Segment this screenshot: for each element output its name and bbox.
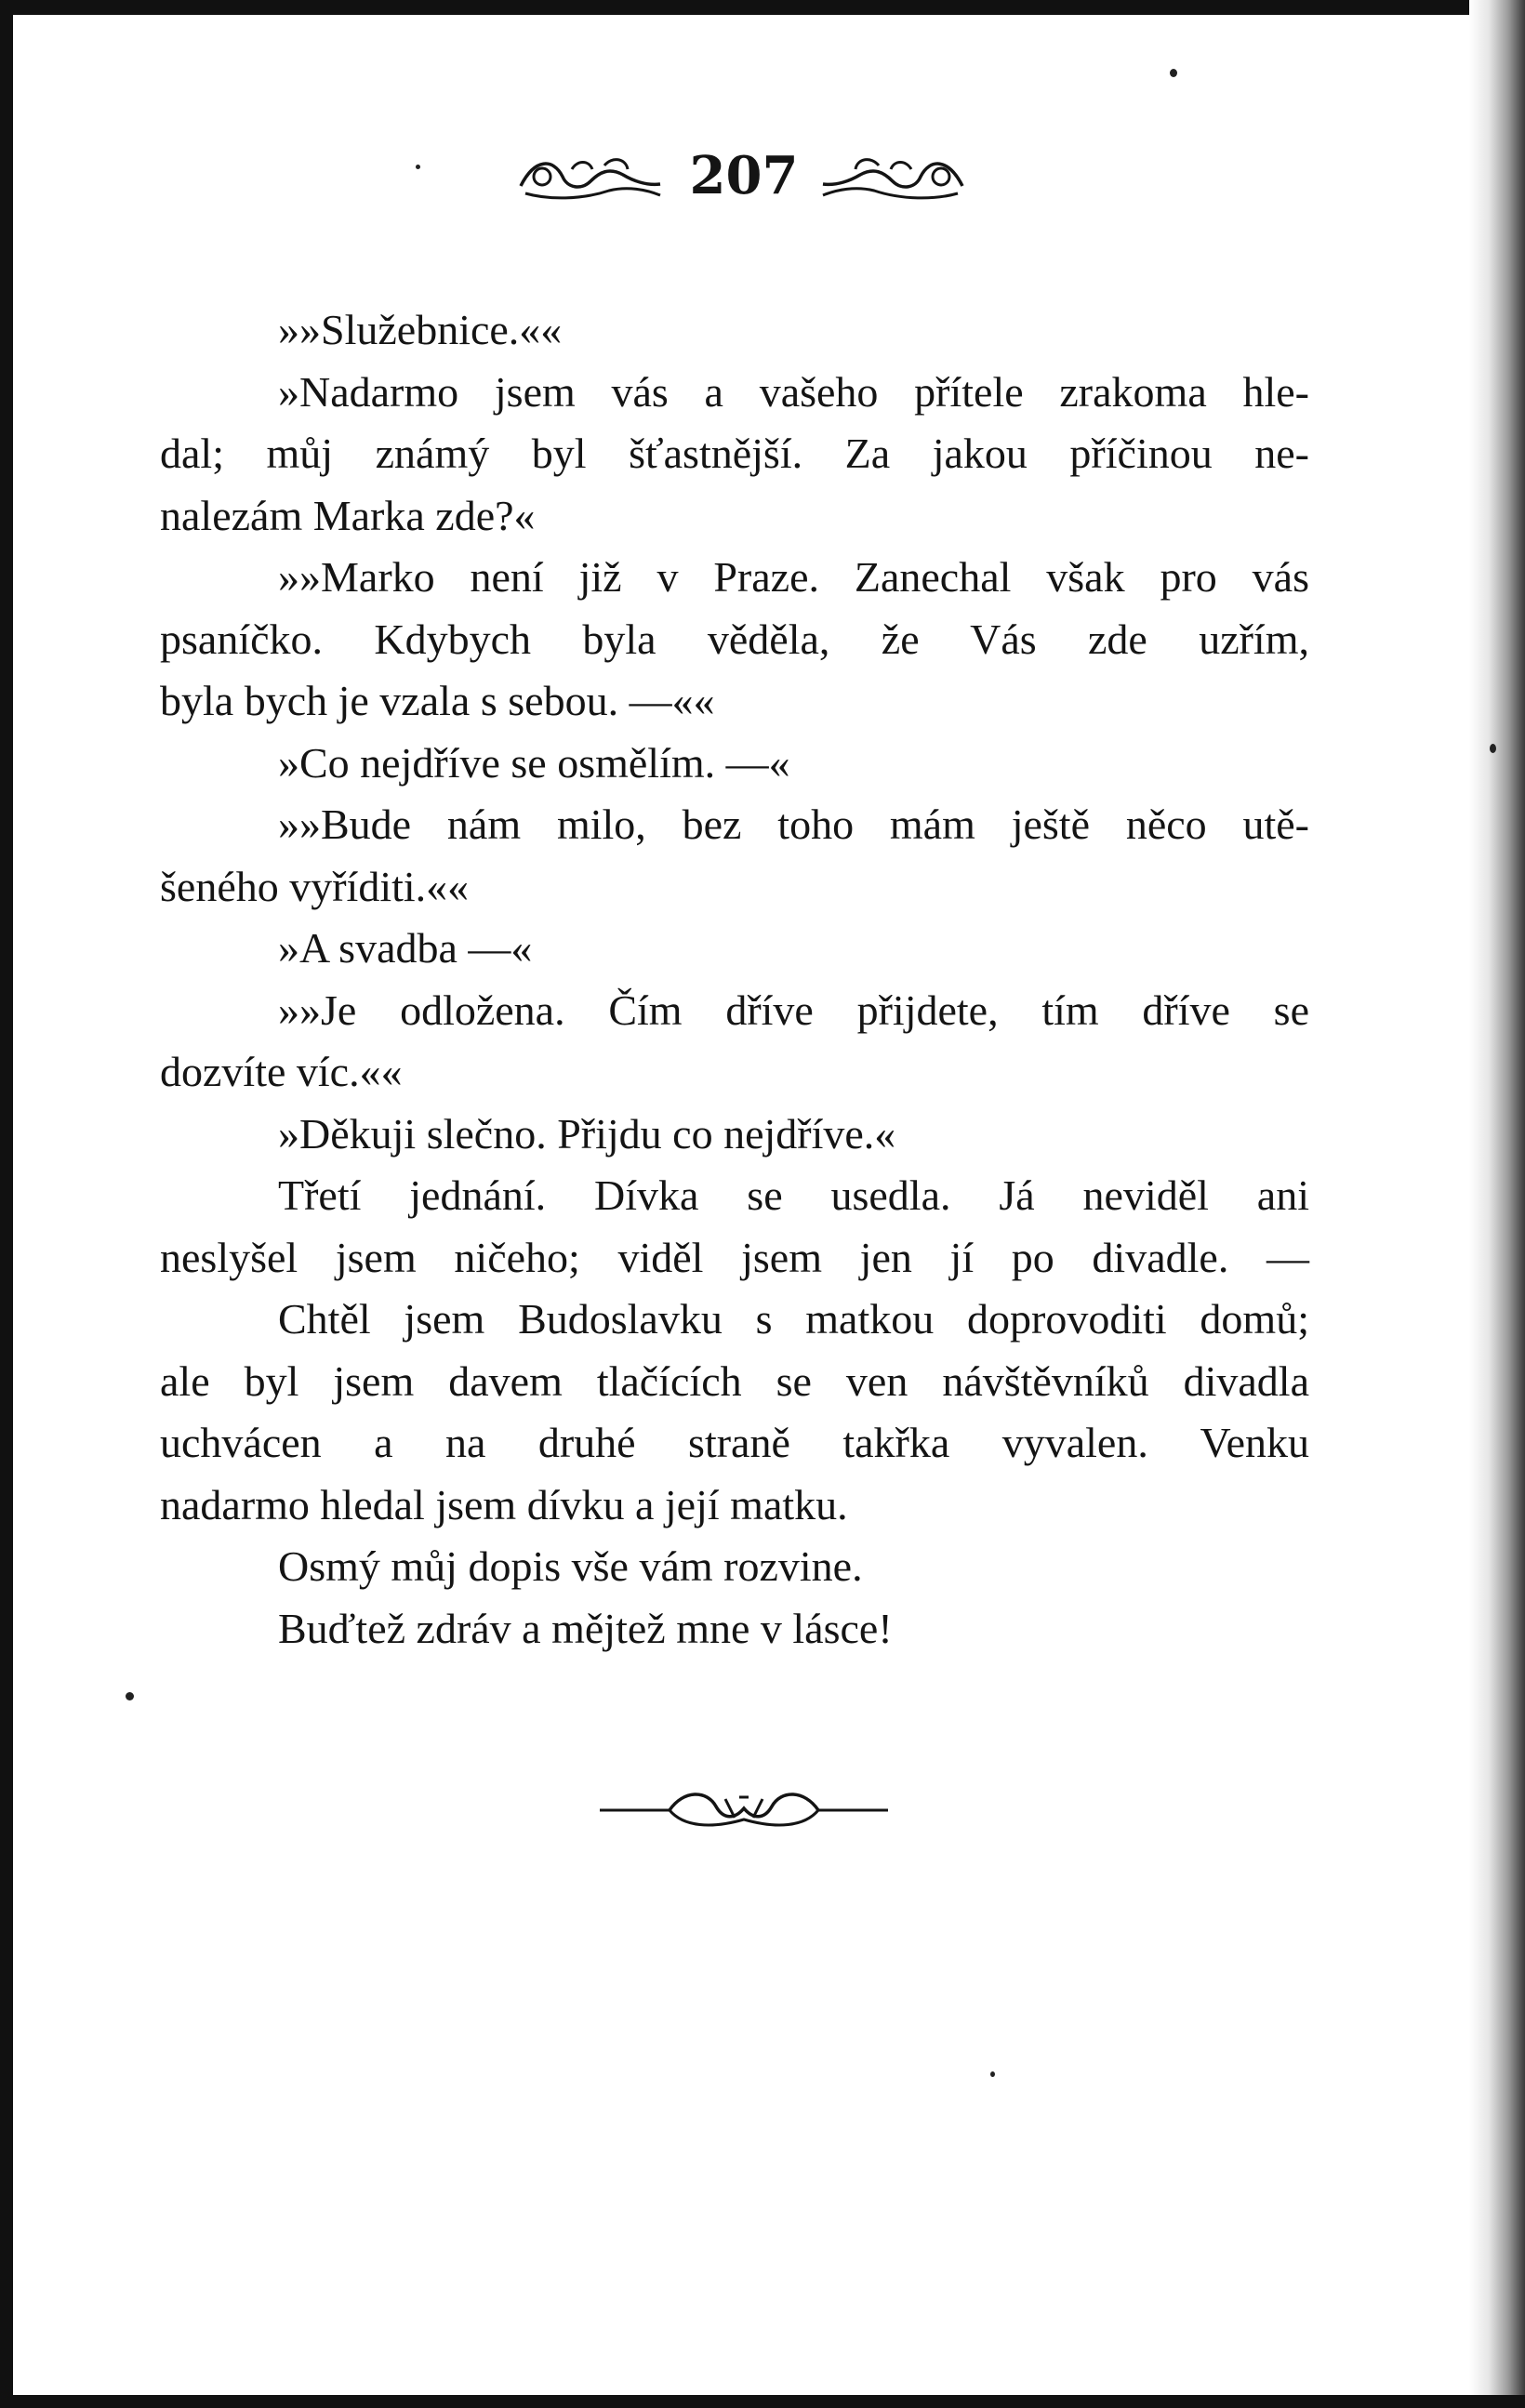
text-line: dal; můj známý byl šťastnější. Za jakou příčinou ne- — [160, 430, 1309, 477]
text-line: »»Bude nám milo, bez toho mám ještě něco utě- — [278, 800, 1309, 848]
text-line: Osmý můj dopis vše vám rozvine. — [278, 1542, 863, 1590]
page-number: 207 — [689, 145, 799, 206]
floral-divider-ornament-icon — [595, 1780, 893, 1836]
page-edge-top — [0, 0, 1525, 15]
text-line: »Děkuji slečno. Přijdu co nejdříve.« — [278, 1109, 896, 1158]
text-line: uchvácen a na druhé straně takřka vyvalen. Venku — [160, 1419, 1309, 1466]
print-speck — [990, 2071, 995, 2077]
text-line: »»Marko není již v Praze. Zanechal však pro vás — [278, 553, 1309, 601]
text-line: dozvíte víc.«« — [160, 1048, 403, 1095]
text-line: ale byl jsem davem tlačících se ven návštěvníků divadla — [160, 1356, 1309, 1405]
text-line: psaníčko. Kdybych byla věděla, že Vás zde uzřím, — [160, 615, 1309, 663]
text-line: Třetí jednání. Dívka se usedla. Já neviděl ani — [278, 1171, 1309, 1219]
floral-ornament-right-icon — [818, 149, 967, 205]
text-line: »»Je odložena. Čím dříve přijdete, tím dříve se — [278, 986, 1309, 1034]
text-line: nalezám Marka zde?« — [160, 491, 536, 539]
text-line: »Co nejdříve se osmělím. —« — [278, 738, 790, 787]
text-line: »A svadba —« — [278, 924, 533, 972]
text-line: neslyšel jsem ničeho; viděl jsem jen jí po divadle. — — [160, 1233, 1309, 1281]
text-line: »»Služebnice.«« — [278, 306, 563, 353]
text-line: šeného vyříditi.«« — [160, 862, 470, 910]
page-body-text — [160, 299, 1309, 1660]
print-speck — [1170, 69, 1177, 77]
print-speck — [416, 165, 420, 169]
print-speck — [1490, 744, 1496, 753]
text-line: Chtěl jsem Budoslavku s matkou doprovoditi domů; — [278, 1295, 1309, 1343]
page-edge-right — [1469, 0, 1525, 2408]
floral-ornament-left-icon — [516, 149, 665, 205]
page-edge-bottom — [0, 2395, 1525, 2408]
page-edge-left — [0, 0, 13, 2408]
print-speck — [126, 1692, 134, 1700]
text-line: byla bych je vzala s sebou. —«« — [160, 677, 715, 724]
text-line: nadarmo hledal jsem dívku a její matku. — [160, 1480, 848, 1528]
page-header — [0, 139, 1525, 214]
text-line: »Nadarmo jsem vás a vašeho přítele zrakoma hle- — [278, 367, 1309, 416]
text-line: Buďtež zdráv a mějtež mne v lásce! — [278, 1604, 893, 1652]
